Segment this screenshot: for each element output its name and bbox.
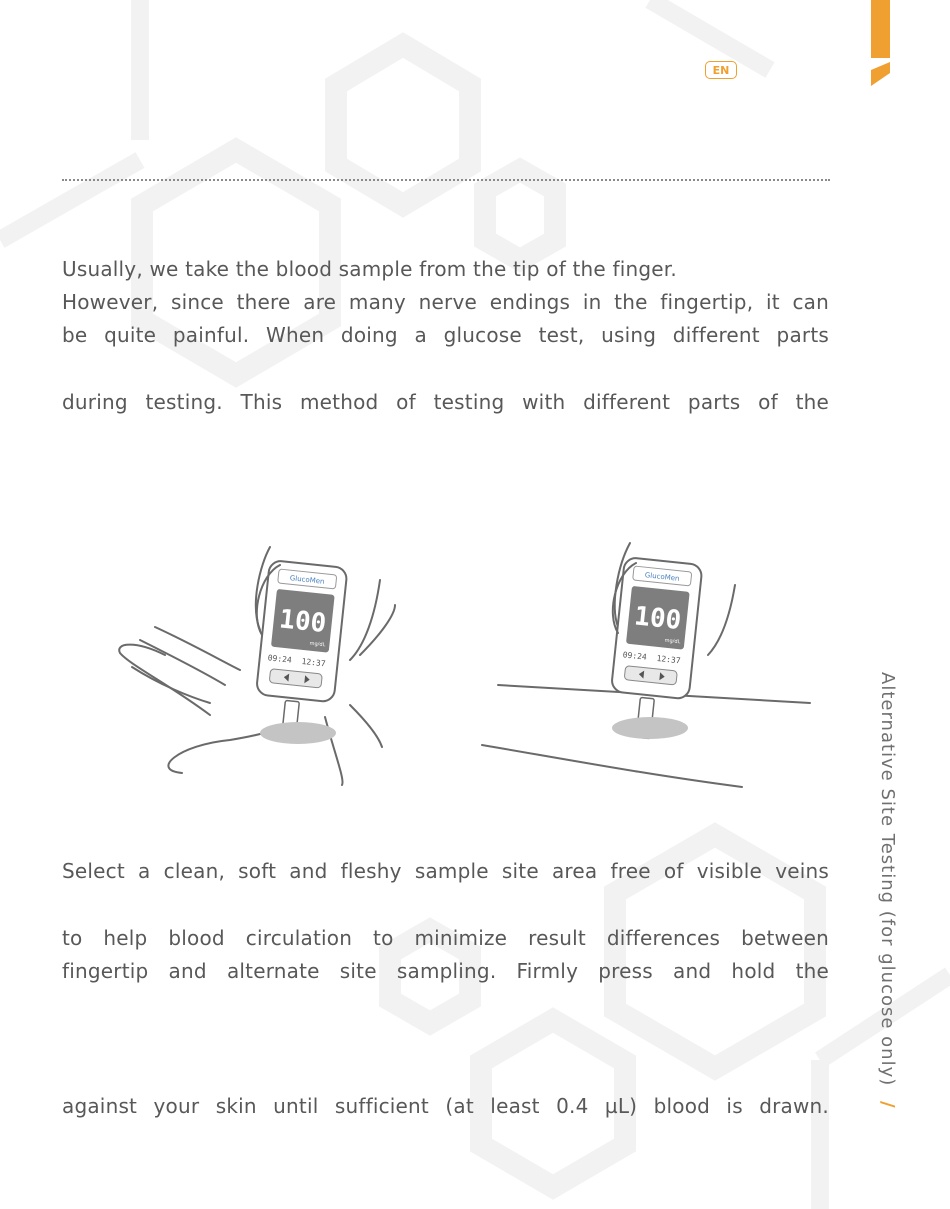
meter-reading-right: 100	[632, 601, 683, 637]
dotted-divider	[62, 179, 830, 181]
meter-right	[606, 557, 702, 742]
alternate-site-illustration	[110, 535, 830, 795]
accent-stripe	[868, 0, 892, 90]
brand-label-left: GlucoMen	[289, 574, 325, 586]
instruction-line-3: fingertip and alternate site sampling. Firmly press and hold the	[62, 959, 829, 983]
meter-time-left-b: 12:37	[301, 656, 327, 669]
meter-time-right-b: 12:37	[656, 653, 682, 666]
meter-unit-left: mg/dL	[309, 640, 326, 649]
section-slash: /	[877, 1101, 898, 1109]
meter-time-left-a: 09:24	[267, 653, 293, 665]
instruction-line-2: to help blood circulation to minimize result differences between	[62, 926, 829, 950]
meter-left	[251, 560, 347, 745]
intro-line-4: during testing. This method of testing with different parts of the	[62, 390, 829, 414]
section-side-title	[868, 672, 898, 1112]
brand-label-right: GlucoMen	[644, 571, 680, 583]
instruction-line-1: Select a clean, soft and fleshy sample site area free of visible veins	[62, 859, 829, 883]
intro-line-3: be quite painful. When doing a glucose test, using different parts	[62, 323, 829, 347]
instruction-line-4: against your skin until sufficient (at least 0.4 µL) blood is drawn.	[62, 1094, 829, 1118]
meter-time-right-a: 09:24	[622, 650, 648, 662]
intro-line-2: However, since there are many nerve endings in the fingertip, it can	[62, 290, 829, 314]
language-badge: EN	[705, 61, 737, 79]
intro-line-1: Usually, we take the blood sample from the tip of the finger.	[62, 257, 677, 281]
section-title-text: Alternative Site Testing (for glucose only)	[877, 672, 898, 1087]
meter-unit-right: mg/dL	[664, 637, 681, 646]
meter-reading-left: 100	[277, 604, 328, 640]
